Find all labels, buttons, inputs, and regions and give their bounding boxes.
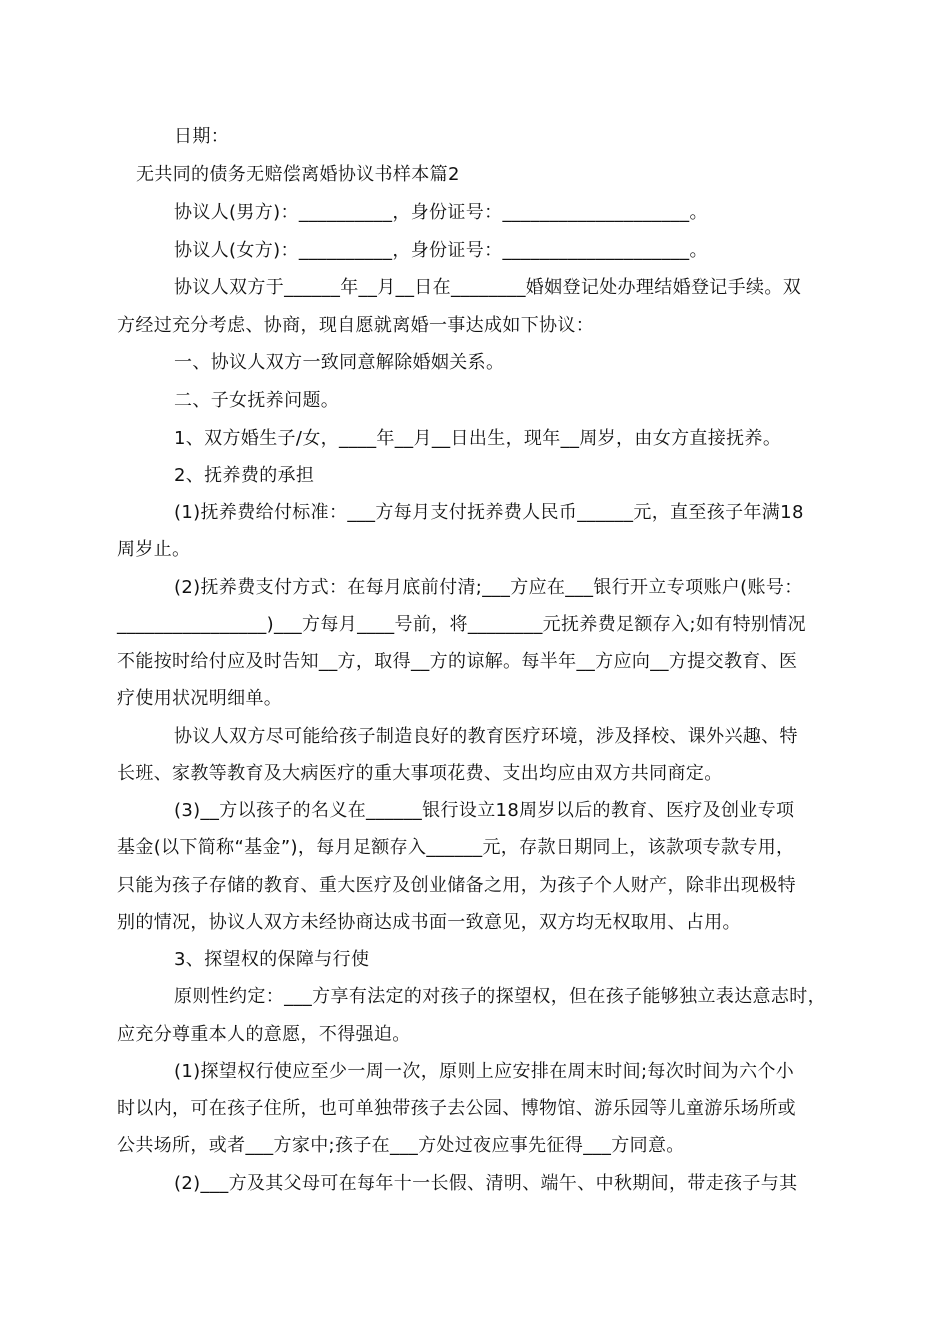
paragraph-line: ________________)___方每月____号前，将________元抚养费足额存入;如有特别情况 <box>117 614 806 635</box>
paragraph-line: 应充分尊重本人的意愿，不得强迫。 <box>117 1024 411 1045</box>
paragraph-line: 周岁止。 <box>117 539 191 560</box>
paragraph-line: (2)抚养费支付方式：在每月底前付清;___方应在___银行开立专项账户(账号： <box>174 577 803 598</box>
section-title: 无共同的债务无赔偿离婚协议书样本篇2 <box>136 164 460 185</box>
paragraph-line: 只能为孩子存储的教育、重大医疗及创业储备之用，为孩子个人财产，除非出现极特 <box>117 875 796 896</box>
paragraph-line: 协议人双方尽可能给孩子制造良好的教育医疗环境，涉及择校、课外兴趣、特 <box>174 726 798 747</box>
paragraph-line: 1、双方婚生子/女，____年__月__日出生，现年__周岁，由女方直接抚养。 <box>174 428 782 449</box>
clause-heading: 一、协议人双方一致同意解除婚姻关系。 <box>174 352 505 373</box>
paragraph-line: 原则性约定：___方享有法定的对孩子的探望权，但在孩子能够独立表达意志时， <box>174 986 826 1007</box>
party-male-line: 协议人(男方)：__________，身份证号：____________________。 <box>174 202 708 223</box>
party-female-line: 协议人(女方)：__________，身份证号：____________________。 <box>174 240 708 261</box>
paragraph-line: 基金(以下简称“基金”)，每月足额存入______元，存款日期同上，该款项专款专用， <box>117 837 795 858</box>
subclause-heading: 3、探望权的保障与行使 <box>174 949 370 970</box>
date-label: 日期： <box>174 126 230 147</box>
paragraph-line: (1)抚养费给付标准：___方每月支付抚养费人民币______元，直至孩子年满18 <box>174 502 804 523</box>
paragraph-line: 公共场所，或者___方家中;孩子在___方处过夜应事先征得___方同意。 <box>117 1135 685 1156</box>
paragraph-line: (3)__方以孩子的名义在______银行设立18周岁以后的教育、医疗及创业专项 <box>174 800 795 821</box>
paragraph-line: 协议人双方于______年__月__日在________婚姻登记处办理结婚登记手续。双 <box>174 277 802 298</box>
paragraph-line: 别的情况，协议人双方未经协商达成书面一致意见，双方均无权取用、占用。 <box>117 912 741 933</box>
paragraph-line: 疗使用状况明细单。 <box>117 688 283 709</box>
subclause-heading: 2、抚养费的承担 <box>174 465 315 486</box>
paragraph-line: (2)___方及其父母可在每年十一长假、清明、端午、中秋期间，带走孩子与其 <box>174 1173 798 1194</box>
paragraph-line: 方经过充分考虑、协商，现自愿就离婚一事达成如下协议： <box>117 315 595 336</box>
paragraph-line: (1)探望权行使应至少一周一次，原则上应安排在周末时间;每次时间为六个小 <box>174 1061 795 1082</box>
paragraph-line: 时以内，可在孩子住所，也可单独带孩子去公园、博物馆、游乐园等儿童游乐场所或 <box>117 1098 796 1119</box>
paragraph-line: 长班、家教等教育及大病医疗的重大事项花费、支出均应由双方共同商定。 <box>117 763 723 784</box>
clause-heading: 二、子女抚养问题。 <box>174 390 340 411</box>
paragraph-line: 不能按时给付应及时告知__方，取得__方的谅解。每半年__方应向__方提交教育、医 <box>117 651 798 672</box>
